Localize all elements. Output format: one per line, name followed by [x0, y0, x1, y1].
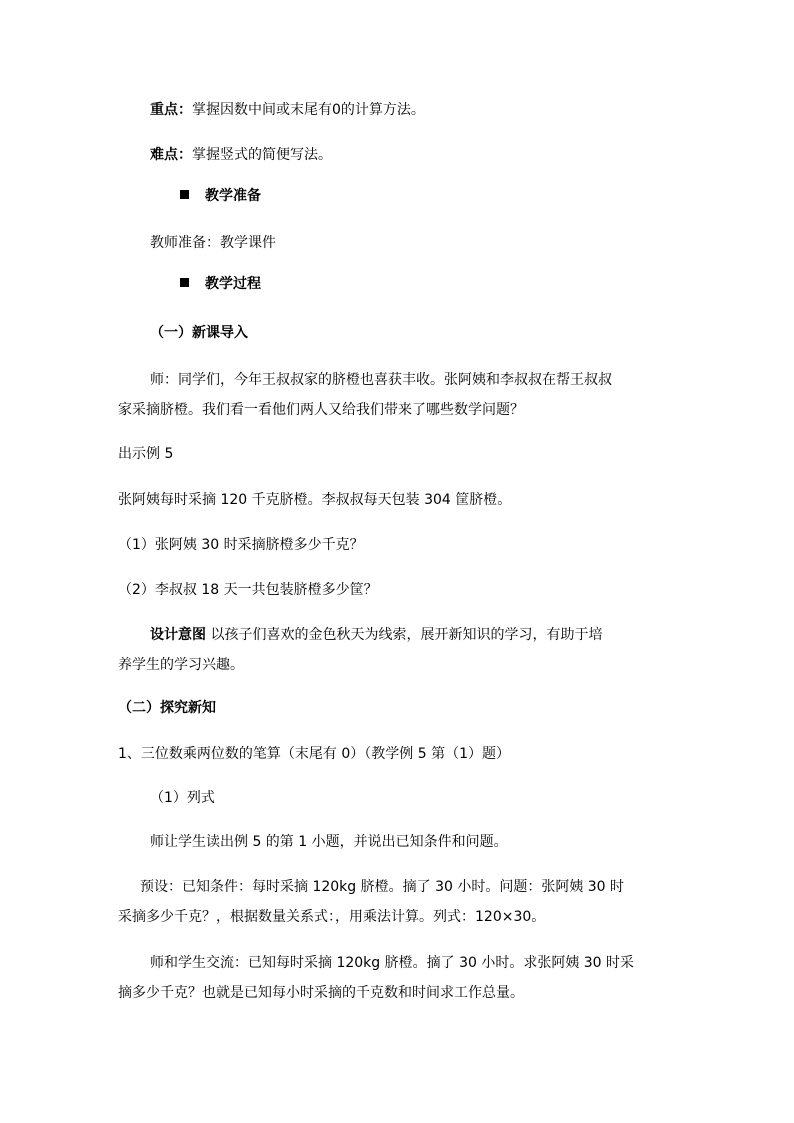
question-1: （1）张阿姨 30 时采摘脐橙多少千克？ [118, 537, 364, 553]
example-text: 张阿姨每时采摘 120 千克脐橙。李叔叔每天包装 304 筐脐橙。 [118, 492, 512, 508]
question-2: （2）李叔叔 18 天一共包装脐橙多少筐？ [118, 582, 378, 598]
section-heading-preparation-text: 教学准备 [205, 188, 261, 204]
section-heading-process-text: 教学过程 [205, 276, 261, 292]
exchange-line-1: 师和学生交流：已知每时采摘 120kg 脐橙。摘了 30 小时。求张阿姨 30 时采 [150, 955, 635, 971]
square-bullet-icon [180, 278, 189, 287]
part1-paragraph-line-1: 师：同学们，今年王叔叔家的脐橙也喜获丰收。张阿姨和李叔叔在帮王叔叔 [150, 372, 612, 388]
section-heading-preparation [180, 186, 261, 206]
difficult-point-text: 掌握竖式的简便写法。 [192, 147, 332, 163]
part1-heading: （一）新课导入 [150, 325, 248, 341]
design-intent-text: 以孩子们喜欢的金色秋天为线索，展开新知识的学习，有助于培 [206, 627, 603, 643]
section-heading-process [180, 274, 261, 294]
part1-paragraph-line-2: 家采摘脐橙。我们看一看他们两人又给我们带来了哪些数学问题？ [118, 402, 524, 418]
preset-line-1: 预设：已知条件：每时采摘 120kg 脐橙。摘了 30 小时。问题：张阿姨 30 时 [140, 879, 625, 895]
design-intent-line-1 [150, 625, 602, 645]
design-intent-label: 设计意图 [150, 627, 206, 643]
part2-heading: （二）探究新知 [118, 700, 216, 716]
square-bullet-icon [180, 190, 189, 199]
difficult-point-label: 难点： [150, 147, 192, 163]
instruction: 师让学生读出例 5 的第 1 小题，并说出已知条件和问题。 [150, 834, 508, 850]
preset-line-2: 采摘多少千克？，根据数量关系式：，用乘法计算。列式：120×30。 [118, 909, 546, 925]
design-intent-line-2: 养学生的学习兴趣。 [118, 657, 244, 673]
teacher-preparation: 教师准备：教学课件 [150, 235, 276, 251]
example-label: 出示例 5 [118, 446, 174, 462]
step-1: （1）列式 [150, 790, 215, 806]
key-point-text: 掌握因数中间或末尾有0的计算方法。 [192, 102, 425, 118]
difficult-point-line [150, 145, 332, 165]
topic-1: 1、三位数乘两位数的笔算（末尾有 0）（教学例 5 第（1）题） [118, 746, 510, 762]
exchange-line-2: 摘多少千克？也就是已知每小时采摘的千克数和时间求工作总量。 [118, 985, 524, 1001]
key-point-label: 重点： [150, 102, 192, 118]
key-point-line [150, 100, 425, 120]
